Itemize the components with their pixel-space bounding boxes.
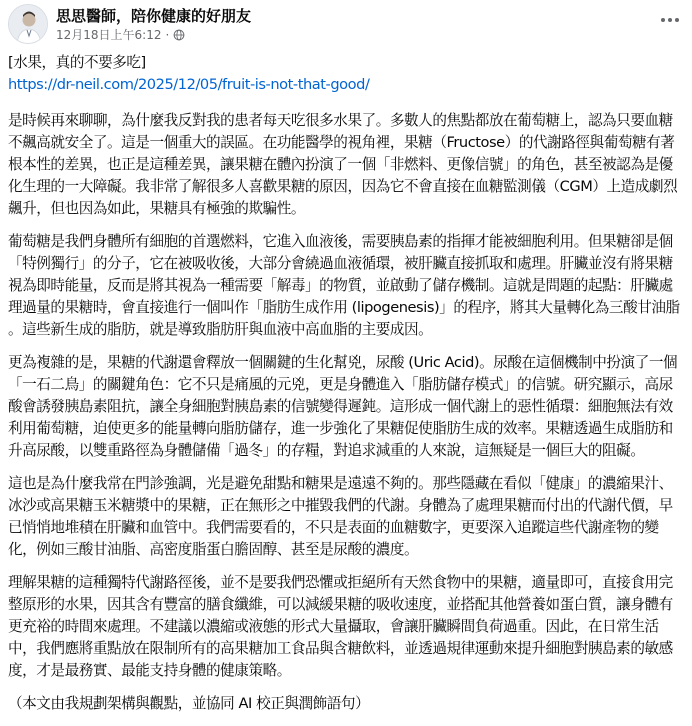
more-options-icon — [660, 17, 680, 23]
paragraph-4: 這也是為什麼我常在門診強調，光是避免甜點和糖果是遠遠不夠的。那些隱藏在看似「健康」的濃縮果汁、冰沙或高果糖玉米糖漿中的果糖，正在無形之中摧毀我們的代謝。身體為了處理果糖而付出的代謝代價，早已悄悄地堆積在肝臟和血管中。我們需要看的，不只是表面的血糖數字，更要深入追蹤這些代謝產物的變化，例如三酸甘油脂、高密度脂蛋白膽固醇、甚至是尿酸的濃度。 — [8, 475, 673, 558]
article-link[interactable]: https://dr-neil.com/2025/12/05/fruit-is-not-that-good/ — [8, 76, 370, 93]
post-intro — [8, 52, 684, 96]
avatar-photo — [9, 5, 48, 44]
post-title: [水果，真的不要多吃] — [8, 54, 146, 71]
post-meta: 12月18日上午6:12 · — [56, 26, 185, 43]
more-options-button[interactable] — [656, 10, 684, 30]
paragraph-1: 是時候再來聊聊，為什麼我反對我的患者每天吃很多水果了。多數人的焦點都放在葡萄糖上，認為只要血糖不飆高就安全了。這是一個重大的誤區。在功能醫學的視角裡，果糖（Fructose）的代謝路徑與葡萄糖有著根本性的差異，也正是這種差異，讓果糖在體內扮演了一個「非燃料、更像信號」的角色，甚至被認為是優化生理的一大障礙。我非常了解很多人喜歡果糖的原因，因為它不會直接在血糖監測儀（CGM）上造成劇烈飆升，但也因為如此，果糖具有極強的欺騙性。 — [8, 112, 678, 217]
author-avatar[interactable] — [8, 4, 48, 44]
paragraph-3: 更為複雜的是，果糖的代謝還會釋放一個關鍵的生化幫兇，尿酸 (Uric Acid)。尿酸在這個機制中扮演了一個「一石二鳥」的關鍵角色：它不只是痛風的元兇，更是身體進入「脂肪儲存模式」的信號。研究顯示，高尿酸會誘發胰島素阻抗，讓全身細胞對胰島素的信號變得遲鈍。這形成一個代謝上的惡性循環：細胞無法有效利用葡萄糖，迫使更多的能量轉向脂肪儲存，進一步強化了果糖促使脂肪生成的效率。果糖透過生成脂肪和升高尿酸，以雙重路徑為身體儲備「過冬」的存糧，對追求減重的人來說，這無疑是一個巨大的阻礙。 — [8, 354, 678, 459]
post-header — [8, 4, 684, 44]
post-body — [8, 52, 684, 726]
author-name[interactable]: 思思醫師，陪你健康的好朋友 — [56, 7, 252, 25]
post-footer-note: （本文由我規劃架構與觀點，並協同 AI 校正與潤飾語句） — [8, 695, 370, 712]
globe-icon — [173, 29, 185, 41]
paragraph-5: 理解果糖的這種獨特代謝路徑後，並不是要我們恐懼或拒絕所有天然食物中的果糖，適量即可，直接食用完整原形的水果，因其含有豐富的膳食纖維，可以減緩果糖的吸收速度，並搭配其他營養如蛋白質，讓身體有更充裕的時間來處理。不建議以濃縮或液態的形式大量攝取，會讓肝臟瞬間負荷過重。因此，在日常生活中，我們應將重點放在限制所有的高果糖加工食品與含糖飲料，並透過規律運動來提升細胞對胰島素的敏感度，才是最務實、最能支持身體的健康策略。 — [8, 574, 673, 679]
paragraph-2: 葡萄糖是我們身體所有細胞的首選燃料，它進入血液後，需要胰島素的指揮才能被細胞利用。但果糖卻是個「特例獨行」的分子，它在被吸收後，大部分會繞過血液循環，被肝臟直接抓取和處理。肝臟並沒有將果糖視為即時能量，反而是將其視為一種需要「解毒」的物質，並啟動了儲存機制。這就是問題的起點：肝臟處理過量的果糖時，會直接進行一個叫作「脂肪生成作用 (lipogenesis)」的程序，將其大量轉化為三酸甘油脂 。這些新生成的脂肪，就是導致脂肪肝與血液中高血脂的主要成因。 — [8, 233, 680, 338]
post-date[interactable]: 12月18日上午6:12 — [56, 28, 162, 42]
